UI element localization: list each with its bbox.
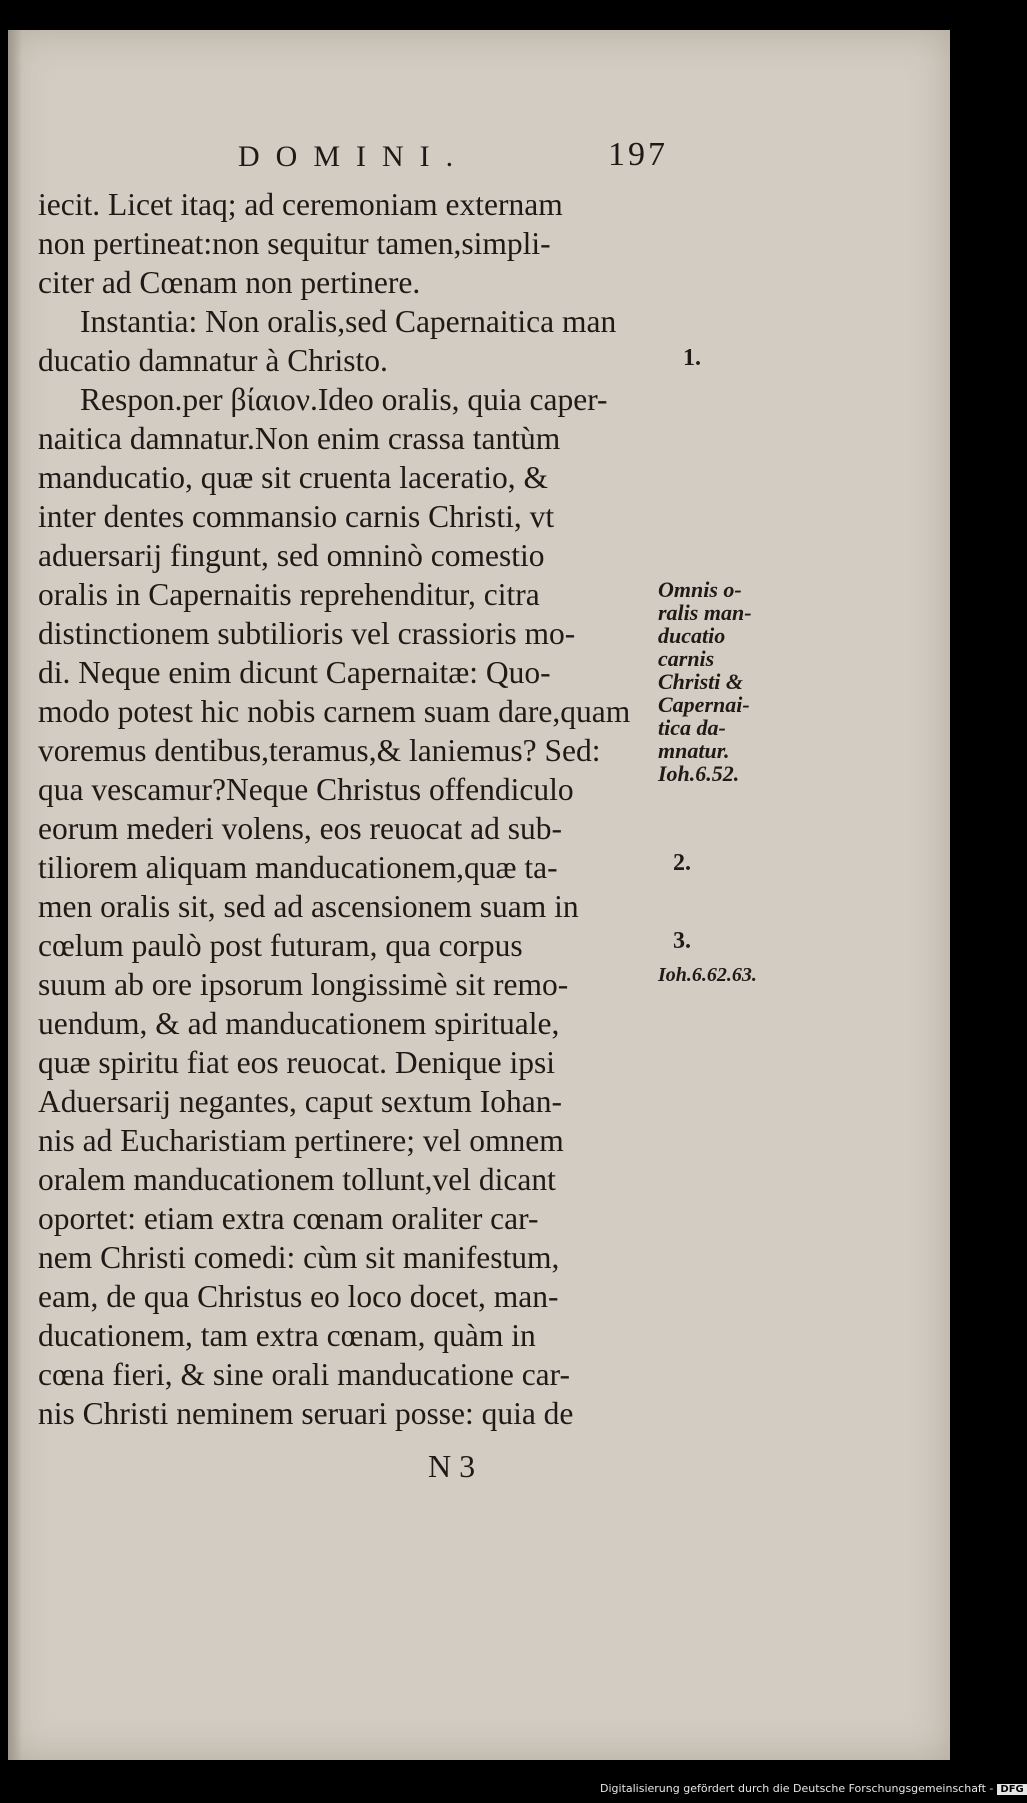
text-line: modo potest hic nobis carnem suam dare,quam [38,694,631,729]
page-number: 197 [608,136,668,173]
margin-number-2: 2. [673,850,691,876]
text-line: Aduersarij negantes, caput sextum Iohan- [38,1084,562,1119]
text-line: oralis in Capernaitis reprehenditur, citra [38,577,540,612]
text-line: citer ad Cœnam non pertinere. [38,265,421,300]
footer-text: Digitalisierung gefördert durch die Deutsche Forschungsgemeinschaft - [600,1782,994,1795]
text-line: suum ab ore ipsorum longissimè sit remo- [38,967,569,1002]
margin-note-line: ralis man- [658,600,752,625]
margin-reference: Ioh.6.62.63. [658,964,757,986]
text-line: Respon.per βίαιον.Ideo oralis, quia caper- [80,382,608,417]
text-line: eam, de qua Christus eo loco docet, man- [38,1279,559,1314]
margin-note-line: Omnis o- [658,577,742,602]
text-line: di. Neque enim dicunt Capernaitæ: Quo- [38,655,551,690]
main-text [38,185,663,1433]
margin-note-line: tica da- [658,715,726,740]
text-line: nem Christi comedi: cùm sit manifestum, [38,1240,560,1275]
running-title: DOMINI. [238,140,470,173]
margin-note [658,578,798,785]
margin-number-1: 1. [683,345,701,371]
text-line: Instantia: Non oralis,sed Capernaitica man [80,304,617,339]
text-line: eorum mederi volens, eos reuocat ad sub- [38,811,562,846]
text-line: tiliorem aliquam manducationem,quæ ta- [38,850,558,885]
book-page [8,30,950,1760]
text-line: iecit. Licet itaq; ad ceremoniam externam [38,187,563,222]
margin-note-line: Capernai- [658,692,750,717]
text-line: qua vescamur?Neque Christus offendiculo [38,772,574,807]
margin-note-line: Ioh.6.52. [658,761,740,786]
text-line: distinctionem subtilioris vel crassioris mo- [38,616,576,651]
margin-number-3: 3. [673,928,691,954]
text-line: non pertineat:non sequitur tamen,simpli- [38,226,551,261]
text-line: oralem manducationem tollunt,vel dicant [38,1162,556,1197]
text-line: nis Christi neminem seruari posse: quia de [38,1396,574,1431]
text-line: oportet: etiam extra cœnam oraliter car- [38,1201,539,1236]
signature-mark: N 3 [428,1448,476,1484]
text-line: cœna fieri, & sine orali manducatione car- [38,1357,571,1392]
text-line: inter dentes commansio carnis Christi, vt [38,499,555,534]
margin-note-line: mnatur. [658,738,730,763]
text-line: ducatio damnatur à Christo. [38,343,388,378]
text-line: cœlum paulò post futuram, qua corpus [38,928,523,963]
text-line: aduersarij fingunt, sed omninò comestio [38,538,545,573]
text-line: men oralis sit, sed ad ascensionem suam in [38,889,579,924]
margin-note-line: ducatio [658,623,726,648]
margin-note-line: Christi & [658,669,743,694]
text-line: quæ spiritu fiat eos reuocat. Denique ipsi [38,1045,556,1080]
text-line: manducatio, quæ sit cruenta laceratio, & [38,460,548,495]
text-line: uendum, & ad manducationem spirituale, [38,1006,560,1041]
digitization-footer [600,1782,1024,1802]
text-line: naitica damnatur.Non enim crassa tantùm [38,421,561,456]
text-line: nis ad Eucharistiam pertinere; vel omnem [38,1123,564,1158]
text-line: voremus dentibus,teramus,& laniemus? Sed: [38,733,601,768]
text-line: ducationem, tam extra cœnam, quàm in [38,1318,536,1353]
margin-note-line: carnis [658,646,715,671]
dfg-logo: DFG [997,1784,1026,1795]
